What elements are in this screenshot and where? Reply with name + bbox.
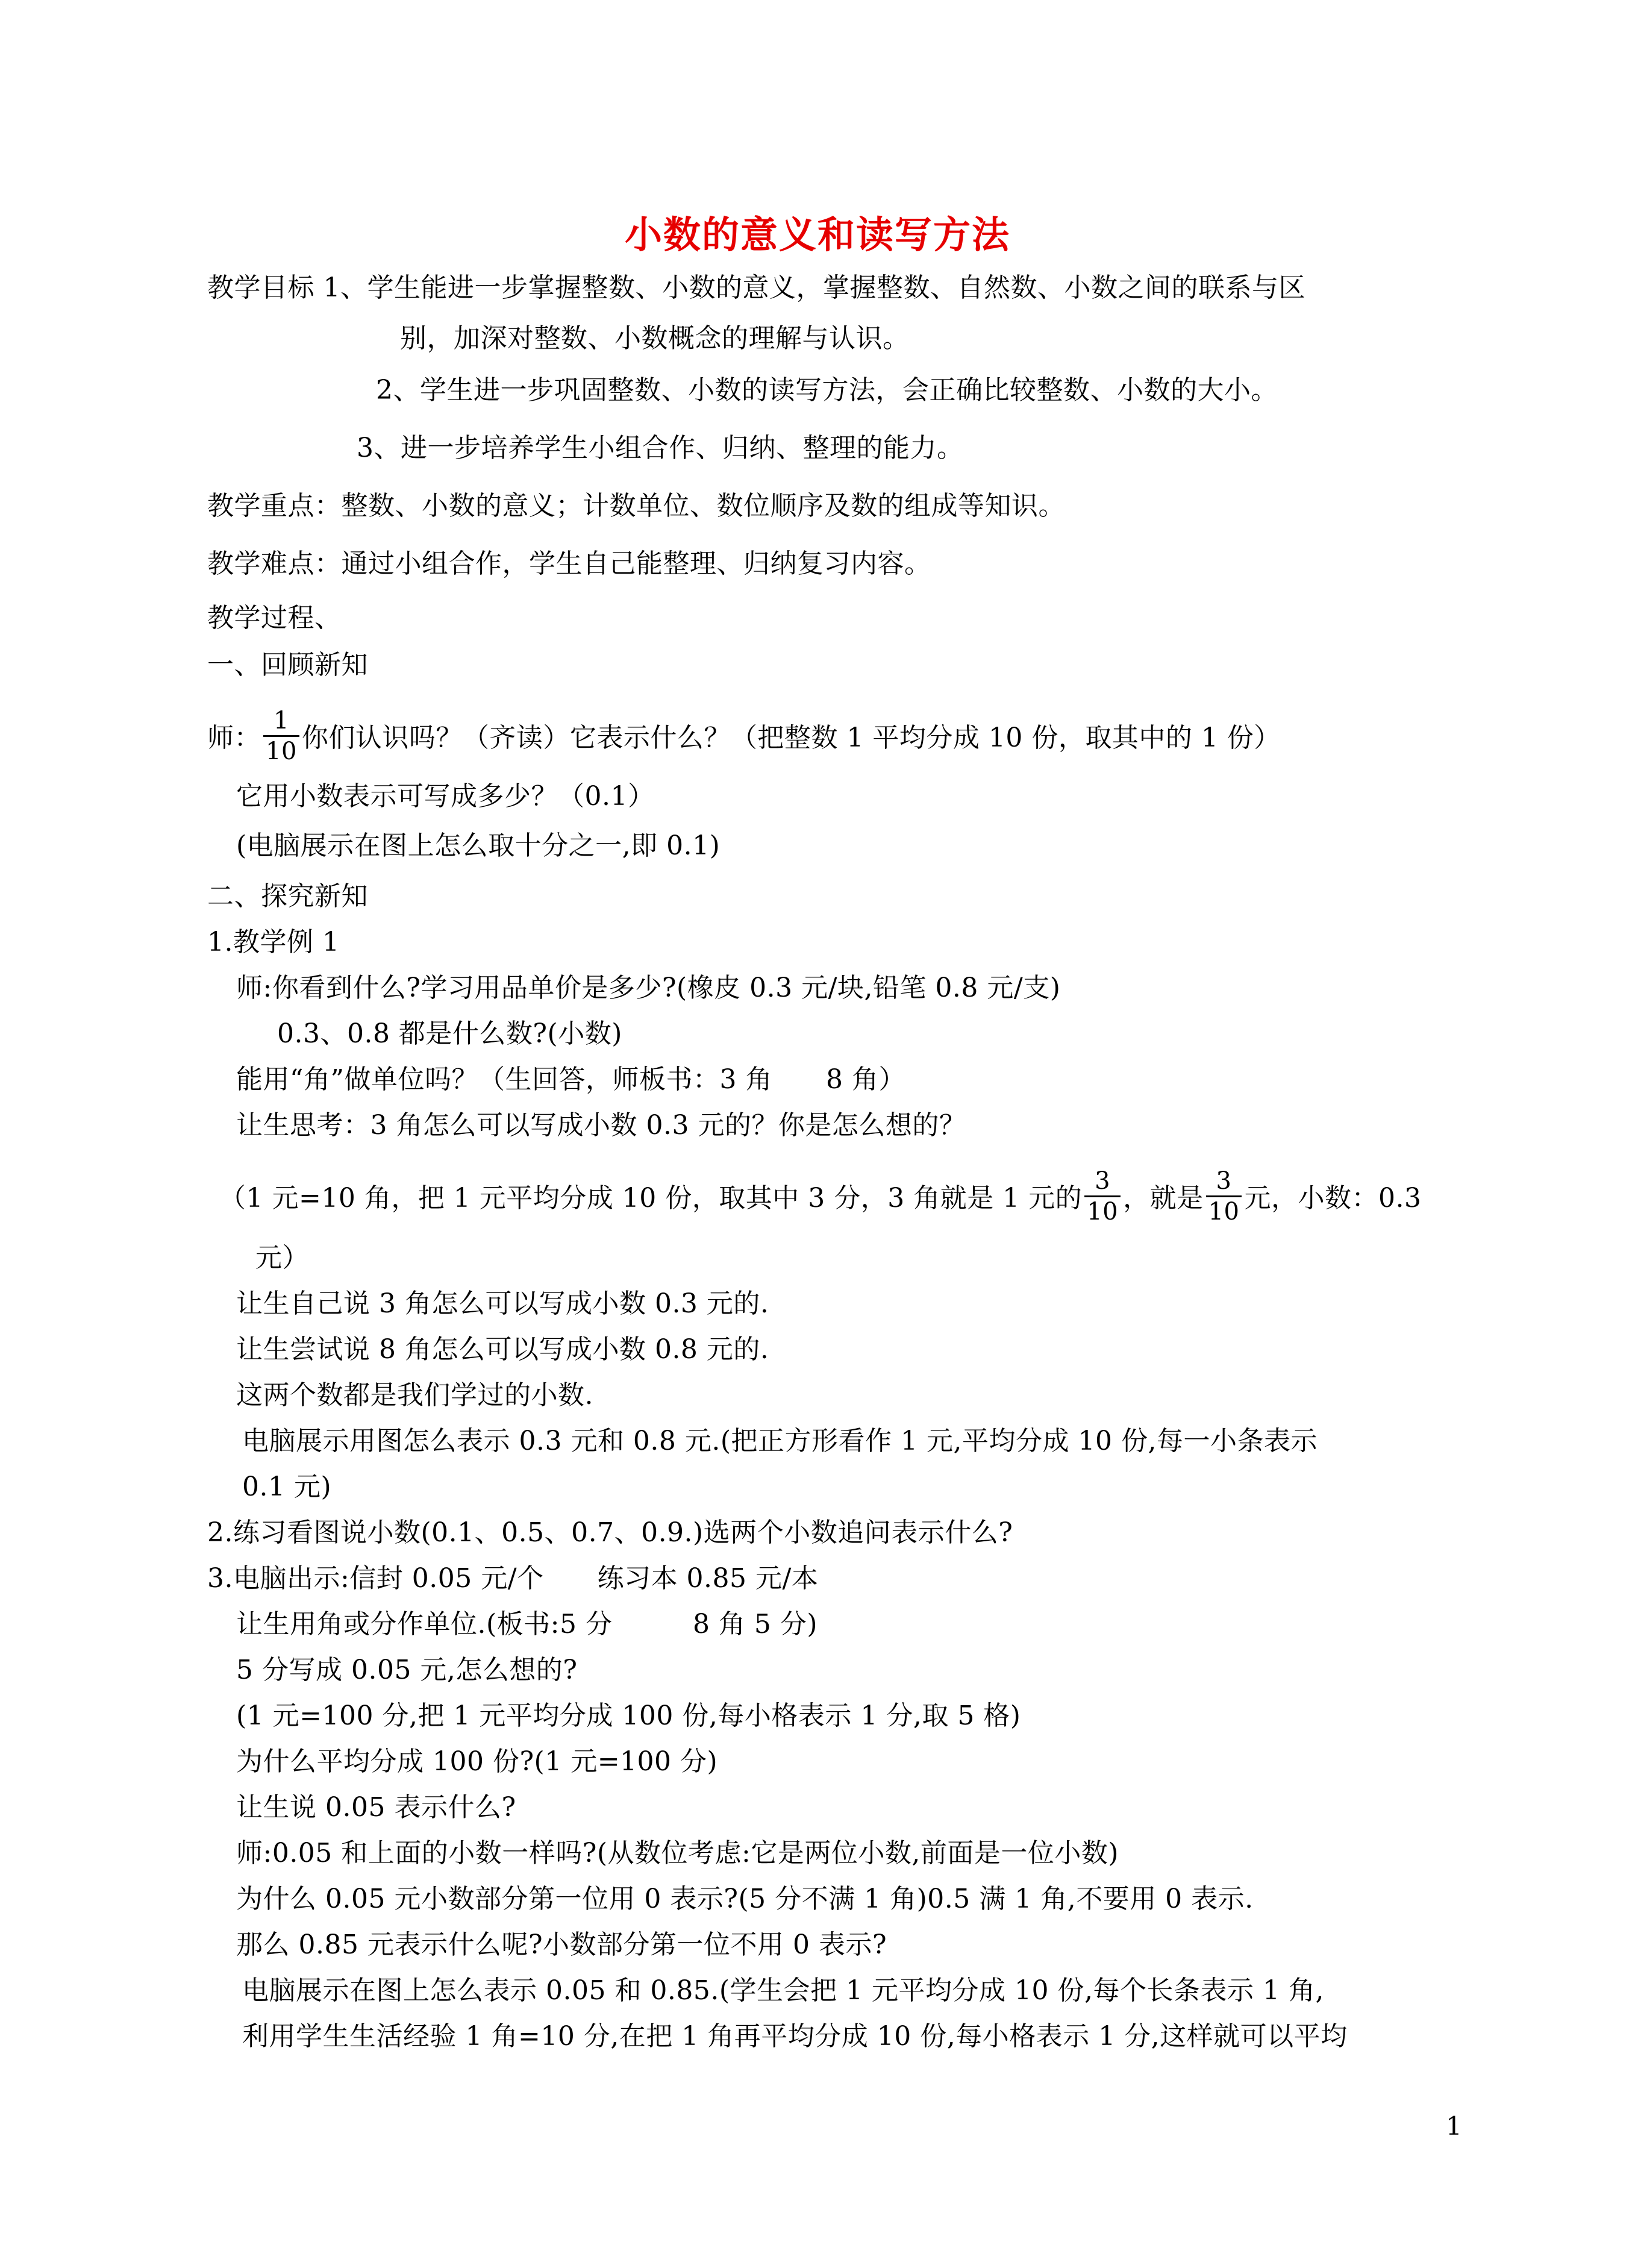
goal-item-2: 2、学生进一步巩固整数、小数的读写方法，会正确比较整数、小数的大小。 <box>376 375 1278 406</box>
section2-line-14: (1 元=100 分,把 1 元平均分成 100 份,每小格表示 1 分,取 5 格) <box>236 1700 1021 1731</box>
goals-label: 教学目标 <box>207 272 314 303</box>
section2-line-13: 5 分写成 0.05 元,怎么想的? <box>236 1655 578 1685</box>
section1-teacher-line <box>207 707 1281 769</box>
page-title: 小数的意义和读写方法 <box>624 213 1010 257</box>
section2-heading: 二、探究新知 <box>207 881 368 912</box>
page-number: 1 <box>1446 2111 1462 2141</box>
fraction-three-tenths-a <box>1084 1167 1121 1226</box>
teacher-prefix: 师： <box>207 722 261 753</box>
fraction-one-tenth <box>263 706 299 766</box>
section2-line-21: 利用学生生活经验 1 角=10 分,在把 1 角再平均分成 10 份,每小格表示 1 分,这样就可以平均 <box>242 2021 1348 2052</box>
section2-line-2: 0.3、0.8 都是什么数?(小数) <box>277 1018 622 1049</box>
fraction-denominator: 10 <box>1087 1198 1119 1226</box>
section2-line-1: 师:你看到什么?学习用品单价是多少?(橡皮 0.3 元/块,铅笔 0.8 元/支) <box>236 973 1061 1003</box>
goals-line-1 <box>207 271 1305 305</box>
fraction-numerator: 3 <box>1206 1167 1242 1197</box>
difficulty: 教学难点：通过小组合作，学生自己能整理、归纳复习内容。 <box>207 548 931 579</box>
section2-line-6: 元） <box>255 1242 309 1273</box>
key-point: 教学重点：整数、小数的意义；计数单位、数位顺序及数的组成等知识。 <box>207 490 1065 521</box>
goal-item-1b: 别，加深对整数、小数概念的理解与认识。 <box>400 323 910 354</box>
section2-line-7: 让生自己说 3 角怎么可以写成小数 0.3 元的. <box>236 1288 769 1319</box>
fraction-denominator: 10 <box>266 738 297 765</box>
section2-line-15: 为什么平均分成 100 份?(1 元=100 分) <box>236 1746 718 1777</box>
process-heading: 教学过程、 <box>207 603 342 633</box>
section2-line-9: 这两个数都是我们学过的小数. <box>236 1380 593 1411</box>
line5-part-a: （1 元=10 角，把 1 元平均分成 10 份，取其中 3 分，3 角就是 1 元的 <box>219 1183 1083 1214</box>
section2-line-4: 让生思考：3 角怎么可以写成小数 0.3 元的？你是怎么想的？ <box>236 1110 966 1141</box>
section1-line-2: 它用小数表示可写成多少？（0.1） <box>236 781 655 812</box>
goal-item-3: 3、进一步培养学生小组合作、归纳、整理的能力。 <box>357 433 964 463</box>
section2-line-19: 那么 0.85 元表示什么呢?小数部分第一位不用 0 表示? <box>236 1929 887 1960</box>
section2-line-11: 0.1 元) <box>242 1471 332 1502</box>
example-1-heading: 1.教学例 1 <box>207 927 340 957</box>
fraction-three-tenths-b <box>1206 1167 1242 1226</box>
line5-part-b: ，就是 <box>1123 1183 1204 1214</box>
exercise-3: 3.电脑出示:信封 0.05 元/个 练习本 0.85 元/本 <box>207 1563 819 1594</box>
section2-line-12: 让生用角或分作单位.(板书:5 分 8 角 5 分) <box>236 1609 818 1640</box>
fraction-numerator: 3 <box>1084 1167 1121 1197</box>
section2-line-3: 能用“角”做单位吗？（生回答，师板书：3 角 8 角） <box>236 1064 905 1095</box>
section2-line-8: 让生尝试说 8 角怎么可以写成小数 0.8 元的. <box>236 1334 769 1365</box>
fraction-numerator: 1 <box>263 706 299 737</box>
section2-line-5 <box>219 1167 1422 1230</box>
section2-line-17: 师:0.05 和上面的小数一样吗?(从数位考虑:它是两位小数,前面是一位小数) <box>236 1838 1119 1869</box>
section2-line-10: 电脑展示用图怎么表示 0.3 元和 0.8 元.(把正方形看作 1 元,平均分成 10 份,每一小条表示 <box>242 1426 1318 1456</box>
section1-heading: 一、回顾新知 <box>207 650 368 680</box>
line5-part-c: 元，小数：0.3 <box>1244 1183 1422 1214</box>
section2-line-20: 电脑展示在图上怎么表示 0.05 和 0.85.(学生会把 1 元平均分成 10 份,每个长条表示 1 角, <box>242 1975 1324 2006</box>
section1-line-3: (电脑展示在图上怎么取十分之一,即 0.1) <box>236 830 721 861</box>
fraction-denominator: 10 <box>1208 1198 1240 1226</box>
goal-item-1a: 1、学生能进一步掌握整数、小数的意义，掌握整数、自然数、小数之间的联系与区 <box>323 272 1305 303</box>
section2-line-16: 让生说 0.05 表示什么? <box>236 1792 516 1823</box>
teacher-question: 你们认识吗？（齐读）它表示什么？（把整数 1 平均分成 10 份，取其中的 1 份） <box>301 722 1281 753</box>
exercise-2: 2.练习看图说小数(0.1、0.5、0.7、0.9.)选两个小数追问表示什么? <box>207 1517 1013 1548</box>
section2-line-18: 为什么 0.05 元小数部分第一位用 0 表示?(5 分不满 1 角)0.5 满 1 角,不要用 0 表示. <box>236 1884 1254 1914</box>
